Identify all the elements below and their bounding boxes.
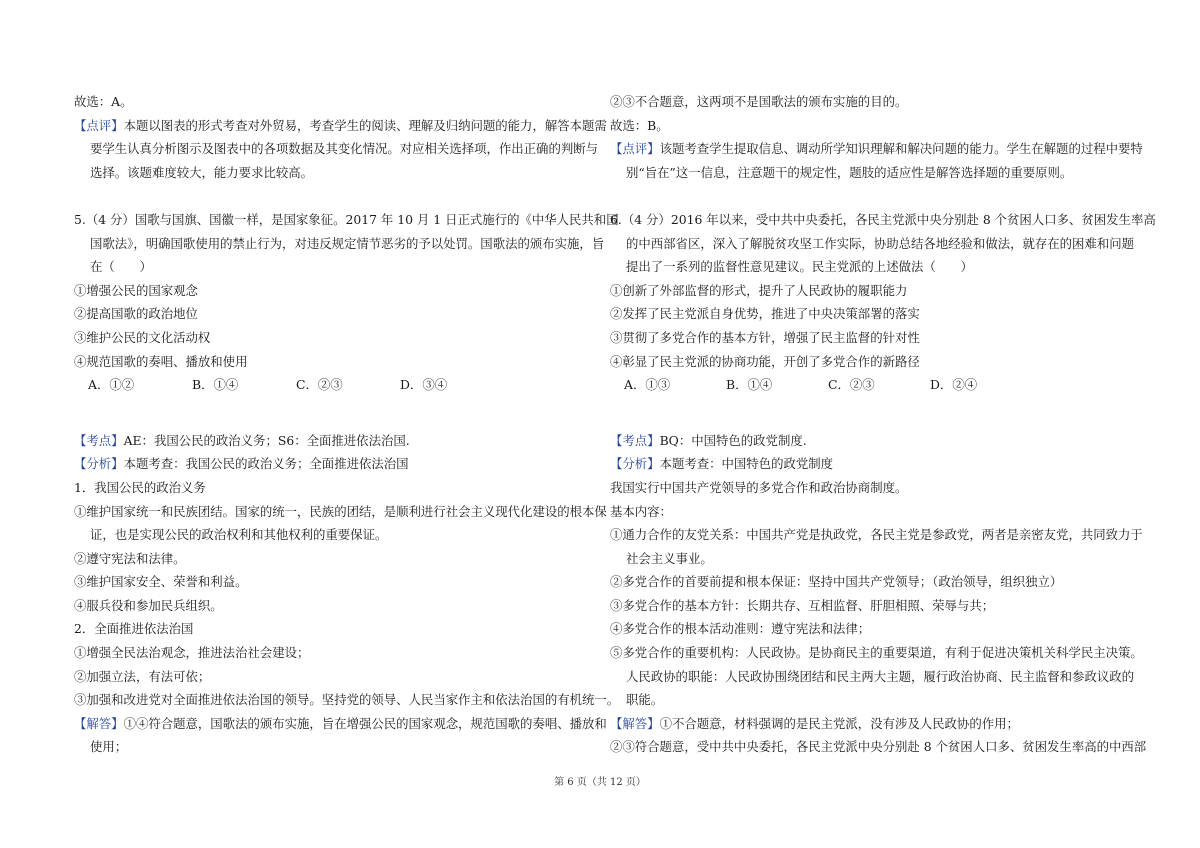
q5-option-b: B．①④ <box>192 377 239 393</box>
q6-kaodian: 【考点】BQ：中国特色的政党制度. <box>610 432 807 448</box>
q5-comment: 【点评】该题考查学生提取信息、调动所学知识理解和解决问题的能力。学生在解题的过程中要特 <box>610 141 1143 157</box>
q6-item: ①创新了外部监督的形式，提升了人民政协的履职能力 <box>610 282 908 298</box>
q5-option-a: A．①② <box>88 377 135 393</box>
q5-options <box>74 373 594 397</box>
q6-option-c: C．②③ <box>828 377 875 393</box>
q5-answer: 故选：B。 <box>610 117 669 133</box>
q6-item: ②发挥了民主党派自身优势，推进了中央决策部署的落实 <box>610 306 920 322</box>
page-number: 第 6 页（共 12 页） <box>554 777 646 788</box>
q6-fenxi: 【分析】本题考查：中国特色的政党制度 <box>610 456 834 472</box>
q5-option-c: C．②③ <box>296 377 343 393</box>
q5-fenxi: 【分析】本题考查：我国公民的政治义务；全面推进依法治国 <box>74 456 409 472</box>
right-column: ②③不合题意，这两项不是国歌法的颁布实施的目的。 故选：B。 【点评】该题考查学生提取信息、调动所学知识理解和解决问题的能力。学生在解题的过程中要特 别“旨在”这一信息，注意题干的规定性，题肢的适应性是解答选择题的重要原则。 6.（4 分）2016 年以来，受中共中央委托，各民主党派中央分别赴 8 个贫困人口多、贫困发生率高 的中西部省区，深入了解脱贫攻坚工作实际，协助总结各地经验和做法，就存在的困难和问题 提出了一系列的监督性意见建议。民主党派的上述做法（ ） ①创新了外部监督的形式，提升了人民政协的履职能力 ②发挥了民主党派自身优势，推进了中央决策部署的落实 ③贯彻了多党合作的基本方针，增强了民主监督的针对性 ④彰显了民主党派的协商功能，开创了多党合作的新路径 A．①③ B．①④ C．②③ D．②④ 【考点】BQ：中国特色的政党制度. 【分析】本题考查：中国特色的政党制度 我国实行中国共产党领导的多党合作和政治协商制度。 基本内容： ①通力合作的友党关系：中国共产党是执政党，各民主党是参政党，两者是亲密友党，共同致力于 社会主义事业。 ②多党合作的首要前提和根本保证：坚持中国共产党领导；（政治领导，组织独立） ③多党合作的基本方针：长期共存、互相监督、肝胆相照、荣辱与共； ④多党合作的根本活动准则：遵守宪法和法律； ⑤多党合作的重要机构：人民政协。是协商民主的重要渠道，有利于促进决策机关科学民主决策。 人民政协的职能：人民政协围绕团结和民主两大主题，履行政治协商、民主监督和参政议政的 职能。 【解答】①不合题意，材料强调的是民主党派，没有涉及人民政协的作用； ②③符合题意，受中共中央委托，各民主党派中央分别赴 8 个贫困人口多、贫困发生率高的中西部 <box>610 94 1156 755</box>
q5-item: ④规范国歌的奏唱、播放和使用 <box>74 353 248 369</box>
q6-jieda: 【解答】①不合题意，材料强调的是民主党派，没有涉及人民政协的作用； <box>610 715 1019 731</box>
left-column: 故选：A。 【点评】本题以图表的形式考查对外贸易，考查学生的阅读、理解及归纳问题的能力，解答本题需 要学生认真分析图示及图表中的各项数据及其变化情况。对应相关选择项，作出正确的判断与 选择。该题难度较大，能力要求比较高。 5.（4 分）国歌与国旗、国徽一样，是国家象征。2017 年 10 月 1 日正式施行的《中华人民共和国 国歌法》，明确国歌使用的禁止行为，对违反规定情节恶劣的予以处罚。国歌法的颁布实施，旨 在（ ） ①增强公民的国家观念 ②提高国歌的政治地位 ③维护公民的文化活动权 ④规范国歌的奏唱、播放和使用 A．①② B．①④ C．②③ D．③④ 【考点】AE：我国公民的政治义务；S6：全面推进依法治国. 【分析】本题考查：我国公民的政治义务；全面推进依法治国 1．我国公民的政治义务 ①维护国家统一和民族团结。国家的统一，民族的团结，是顺利进行社会主义现代化建设的根本保 证，也是实现公民的政治权利和其他权利的重要保证。 ②遵守宪法和法律。 ③维护国家安全、荣誉和利益。 ④服兵役和参加民兵组织。 2．全面推进依法治国 ①增强全民法治观念，推进法治社会建设； ②加强立法，有法可依； ③加强和改进党对全面推进依法治国的领导。坚持党的领导、人民当家作主和依法治国的有机统一。 【解答】①④符合题意，国歌法的颁布实施，旨在增强公民的国家观念，规范国歌的奏唱、播放和 使用； <box>74 90 594 759</box>
q6-item: ④彰显了民主党派的协商功能，开创了多党合作的新路径 <box>610 353 920 369</box>
q5-kaodian: 【考点】AE：我国公民的政治义务；S6：全面推进依法治国. <box>74 432 410 448</box>
q5-option-d: D．③④ <box>400 377 448 393</box>
q6-stem: 6.（4 分）2016 年以来，受中共中央委托，各民主党派中央分别赴 8 个贫困人口多、贫困发生率高 <box>610 211 1156 227</box>
q4-answer: 故选：A。 <box>74 94 133 109</box>
q6-option-b: B．①④ <box>726 377 773 393</box>
q4-comment: 【点评】本题以图表的形式考查对外贸易，考查学生的阅读、理解及归纳问题的能力，解答本题需 <box>74 117 607 133</box>
q5-item: ②提高国歌的政治地位 <box>74 306 198 322</box>
q5-stem: 5.（4 分）国歌与国旗、国徽一样，是国家象征。2017 年 10 月 1 日正式施行的《中华人民共和国 <box>74 211 619 227</box>
q6-item: ③贯彻了多党合作的基本方针，增强了民主监督的针对性 <box>610 329 920 345</box>
q5-item: ①增强公民的国家观念 <box>74 282 198 298</box>
q6-option-a: A．①③ <box>624 377 671 393</box>
q5-item: ③维护公民的文化活动权 <box>74 329 211 345</box>
q5-jieda: 【解答】①④符合题意，国歌法的颁布实施，旨在增强公民的国家观念，规范国歌的奏唱、播放和 <box>74 715 607 731</box>
q6-options <box>610 373 1140 397</box>
q6-option-d: D．②④ <box>930 377 978 393</box>
comment-tag: 【点评】 <box>74 117 124 133</box>
